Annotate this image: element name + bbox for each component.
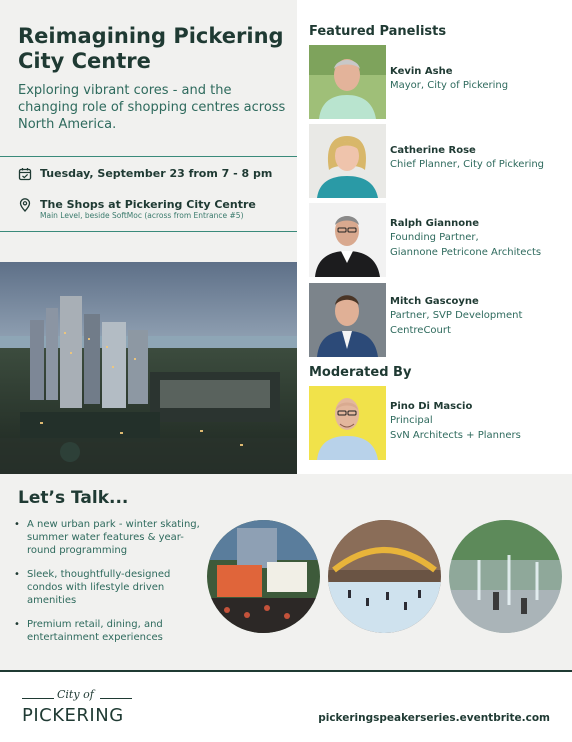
moderator-role: Principal (390, 415, 433, 426)
lets-talk-section (0, 474, 572, 670)
panelist-card (309, 283, 569, 357)
moderator-company: SvN Architects + Planners (390, 430, 521, 441)
panelist-card (309, 45, 569, 119)
event-venue-detail: Main Level, beside SoftMoc (across from Entrance #5) (40, 211, 244, 220)
panelist-name: Ralph Giannone (390, 218, 480, 229)
divider (0, 231, 297, 232)
topic-list (12, 518, 208, 655)
event-date-row (18, 167, 272, 181)
city-skyline-rendering (0, 262, 297, 474)
panelist-photo (309, 45, 386, 119)
logo-line (22, 698, 54, 699)
page-title: Reimagining Pickering City Centre (18, 24, 284, 73)
moderator-name: Pino Di Mascio (390, 401, 473, 412)
panelist-name: Catherine Rose (390, 145, 476, 156)
lets-talk-heading: Let’s Talk... (18, 488, 129, 508)
footer (0, 670, 572, 742)
splash-pad-photo (449, 520, 562, 633)
panelist-name: Mitch Gascoyne (390, 296, 479, 307)
list-item: • Sleek, thoughtfully-designed condos with lifestyle driven amenities (12, 568, 208, 607)
event-venue: The Shops at Pickering City Centre (40, 198, 256, 211)
skating-rink-photo (328, 520, 441, 633)
event-venue-row (18, 198, 256, 221)
panelist-card (309, 124, 569, 198)
panelist-photo (309, 203, 386, 277)
panelist-company: CentreCourt (390, 325, 451, 336)
intro-panel (0, 0, 297, 262)
divider (0, 156, 297, 157)
calendar-icon (18, 167, 32, 181)
panelist-role: Chief Planner, City of Pickering (390, 159, 545, 170)
moderated-by-heading: Moderated By (309, 365, 412, 380)
park-event-photo (207, 520, 320, 633)
city-logo: PICKERING (22, 705, 124, 726)
location-pin-icon (18, 198, 32, 212)
event-url-link[interactable]: pickeringspeakerseries.eventbrite.com (318, 712, 550, 724)
page-subtitle: Exploring vibrant cores - and the changing role of shopping centres across North America. (18, 83, 286, 132)
logo-city-text: City of (57, 688, 94, 701)
logo-line (100, 698, 132, 699)
panelist-name: Kevin Ashe (390, 66, 453, 77)
event-date: Tuesday, September 23 from 7 - 8 pm (40, 167, 273, 180)
moderator-photo (309, 386, 386, 460)
panelist-card (309, 203, 569, 277)
featured-panelists-heading: Featured Panelists (309, 24, 447, 39)
list-item: • A new urban park - winter skating, summer water features & year-round programming (12, 518, 208, 557)
panelist-photo (309, 283, 386, 357)
moderator-card (309, 386, 569, 460)
panelists-column (297, 0, 572, 474)
panelist-role: Partner, SVP Development (390, 310, 523, 321)
panelist-photo (309, 124, 386, 198)
panelist-company: Giannone Petricone Architects (390, 247, 542, 258)
list-item: • Premium retail, dining, and entertainment experiences (12, 618, 208, 644)
panelist-role: Founding Partner, (390, 232, 479, 243)
panelist-role: Mayor, City of Pickering (390, 80, 509, 91)
